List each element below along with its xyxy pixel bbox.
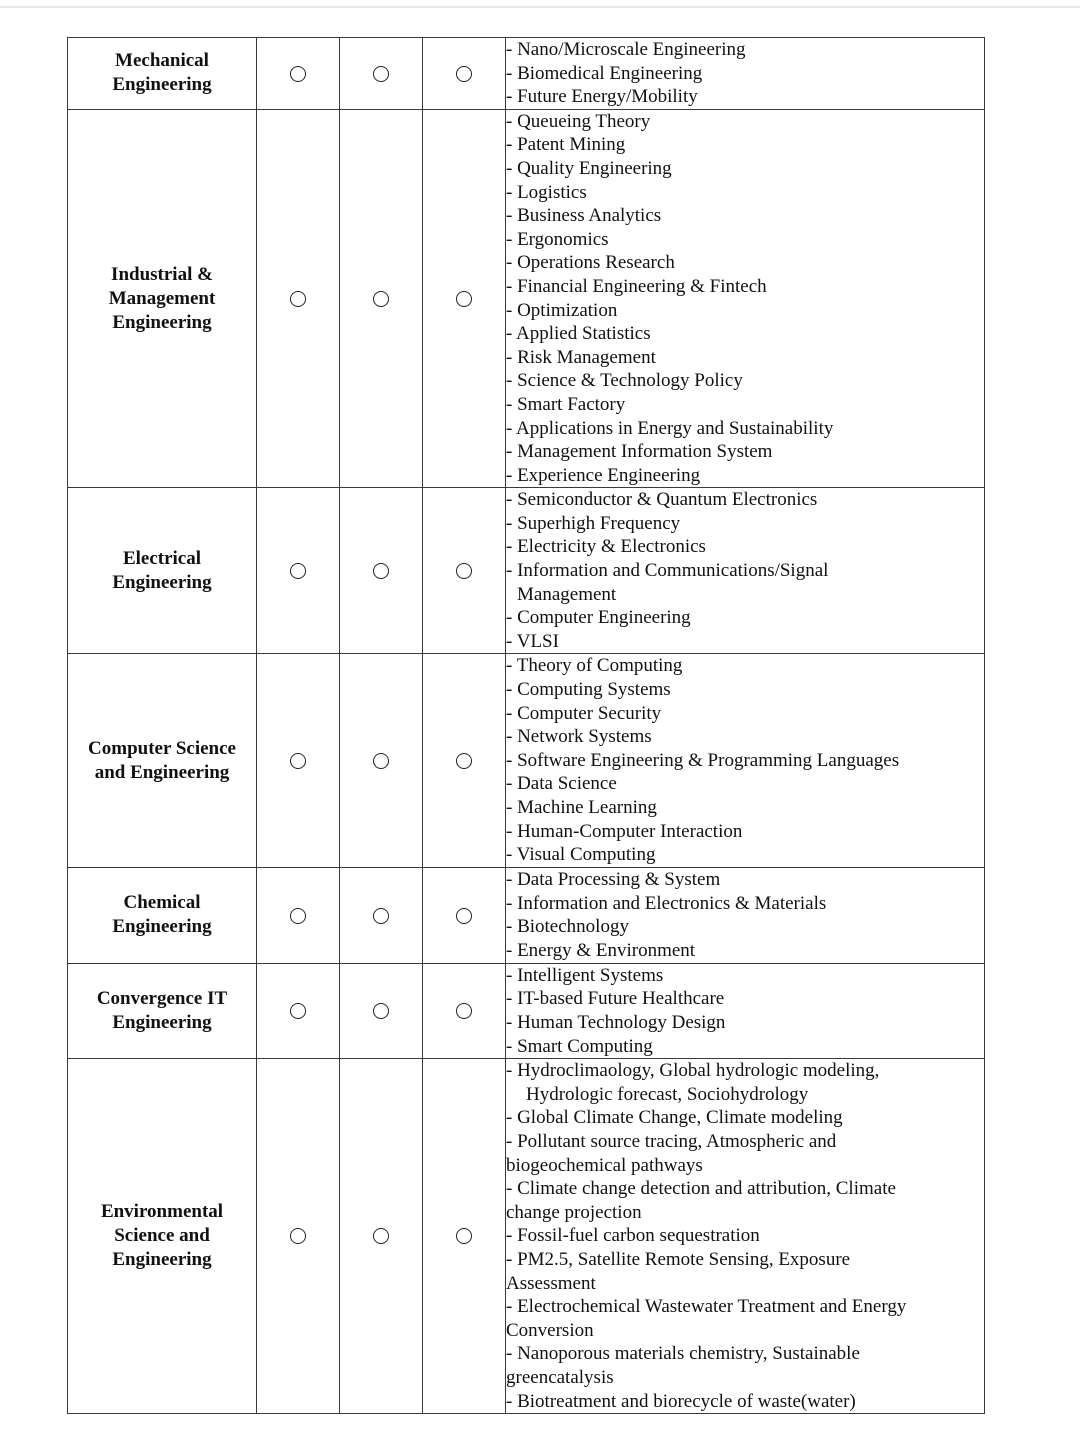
- research-field: greencatalysis: [506, 1366, 614, 1388]
- research-field: - Electrochemical Wastewater Treatment and Energy: [506, 1296, 907, 1318]
- research-field: - Financial Engineering & Fintech: [506, 275, 767, 297]
- mark-cell: [257, 963, 340, 1058]
- research-field: - Logistics: [506, 181, 587, 203]
- department-name: Engineering: [112, 571, 212, 593]
- research-field: - Management Information System: [506, 441, 773, 463]
- department-name: Engineering: [112, 916, 212, 938]
- circle-mark-icon: [373, 753, 389, 769]
- table-row: [68, 963, 985, 1058]
- research-field: Hydrologic forecast, Sociohydrology: [526, 1083, 809, 1105]
- research-field: change projection: [506, 1201, 642, 1223]
- research-field: - Computing Systems: [506, 679, 671, 701]
- research-field: - Electricity & Electronics: [506, 536, 706, 558]
- department-name: Industrial &: [111, 263, 213, 285]
- research-field: biogeochemical pathways: [506, 1154, 703, 1176]
- research-field: - Nano/Microscale Engineering: [506, 39, 746, 60]
- circle-mark-icon: [456, 753, 472, 769]
- circle-mark-icon: [290, 291, 306, 307]
- mark-cell: [257, 654, 340, 867]
- mark-cell: [423, 1059, 506, 1414]
- mark-cell: [340, 654, 423, 867]
- department-cell: [68, 1059, 257, 1414]
- research-field: - Machine Learning: [506, 797, 657, 818]
- research-field: - Queueing Theory: [506, 110, 651, 132]
- research-field: - Information and Communications/Signal: [506, 560, 829, 582]
- research-field: - Theory of Computing: [506, 655, 683, 677]
- circle-mark-icon: [456, 563, 472, 579]
- research-fields-cell: [506, 488, 985, 654]
- department-name: Environmental: [100, 1201, 224, 1223]
- research-field: - Data Science: [506, 773, 617, 795]
- department-cell: [68, 109, 257, 488]
- department-name: Science and: [114, 1225, 210, 1247]
- research-field: - Superhigh Frequency: [506, 512, 681, 534]
- research-fields-cell: [506, 109, 985, 488]
- research-field: - Data Processing & System: [506, 869, 721, 891]
- circle-mark-icon: [373, 1003, 389, 1019]
- research-field: - Climate change detection and attribution, Climate: [506, 1178, 896, 1200]
- research-field: - Fossil-fuel carbon sequestration: [506, 1225, 760, 1247]
- department-name: and Engineering: [94, 761, 230, 783]
- research-fields-cell: [506, 867, 985, 963]
- research-field: - Nanoporous materials chemistry, Sustainable: [506, 1343, 860, 1365]
- circle-mark-icon: [373, 908, 389, 924]
- research-field: - Smart Computing: [506, 1035, 653, 1057]
- research-field: - Quality Engineering: [506, 157, 672, 179]
- research-field: - Intelligent Systems: [506, 964, 664, 986]
- research-field: - Ergonomics: [506, 228, 609, 250]
- research-field: - Visual Computing: [506, 844, 656, 866]
- circle-mark-icon: [290, 1003, 306, 1019]
- table-row: [68, 488, 985, 654]
- research-field: - Science & Technology Policy: [506, 370, 743, 392]
- mark-cell: [257, 38, 340, 110]
- circle-mark-icon: [456, 66, 472, 82]
- circle-mark-icon: [373, 66, 389, 82]
- research-field: - Applications in Energy and Sustainability: [506, 417, 834, 439]
- table-row: [68, 109, 985, 488]
- research-field: - Computer Security: [506, 702, 662, 724]
- research-field: - Smart Factory: [506, 393, 626, 415]
- research-field: - Biotreatment and biorecycle of waste(water): [506, 1390, 856, 1412]
- research-field: - IT-based Future Healthcare: [506, 988, 725, 1010]
- circle-mark-icon: [373, 1228, 389, 1244]
- mark-cell: [340, 109, 423, 488]
- mark-cell: [340, 867, 423, 963]
- mark-cell: [423, 38, 506, 110]
- research-fields-cell: [506, 963, 985, 1058]
- research-field: - PM2.5, Satellite Remote Sensing, Exposure: [506, 1248, 851, 1270]
- department-name: Engineering: [112, 1249, 212, 1271]
- circle-mark-icon: [290, 908, 306, 924]
- department-name: Management: [108, 287, 216, 309]
- research-field: - Future Energy/Mobility: [506, 86, 698, 108]
- department-cell: [68, 867, 257, 963]
- mark-cell: [423, 109, 506, 488]
- mark-cell: [257, 867, 340, 963]
- research-field: - Global Climate Change, Climate modeling: [506, 1107, 843, 1129]
- department-name: Electrical: [122, 547, 202, 569]
- research-field: - Experience Engineering: [506, 464, 701, 486]
- research-field: - Semiconductor & Quantum Electronics: [506, 489, 818, 511]
- table-row: [68, 867, 985, 963]
- mark-cell: [340, 38, 423, 110]
- research-fields-cell: [506, 654, 985, 867]
- department-name: Mechanical: [115, 50, 209, 72]
- research-field: - Information and Electronics & Materials: [506, 892, 827, 914]
- research-field: - Hydroclimaology, Global hydrologic modeling,: [506, 1060, 880, 1082]
- mark-cell: [257, 1059, 340, 1414]
- research-fields-cell: [506, 1059, 985, 1414]
- research-field: - Applied Statistics: [506, 323, 651, 345]
- department-cell: [68, 488, 257, 654]
- research-field: - Energy & Environment: [506, 939, 696, 961]
- circle-mark-icon: [290, 66, 306, 82]
- research-field: - Human-Computer Interaction: [506, 820, 743, 842]
- department-name: Engineering: [112, 1011, 212, 1033]
- research-field: - Software Engineering & Programming Languages: [506, 749, 900, 771]
- mark-cell: [340, 1059, 423, 1414]
- top-divider: [0, 6, 1080, 8]
- mark-cell: [423, 654, 506, 867]
- circle-mark-icon: [373, 563, 389, 579]
- mark-cell: [257, 488, 340, 654]
- circle-mark-icon: [456, 291, 472, 307]
- circle-mark-icon: [290, 1228, 306, 1244]
- research-fields-cell: [506, 38, 985, 110]
- table-row: [68, 654, 985, 867]
- mark-cell: [257, 109, 340, 488]
- research-field: Management: [517, 583, 617, 605]
- department-name: Engineering: [112, 311, 212, 333]
- programs-table: [67, 37, 985, 1414]
- circle-mark-icon: [456, 1003, 472, 1019]
- mark-cell: [423, 963, 506, 1058]
- department-name: Chemical: [123, 892, 201, 914]
- research-field: - Optimization: [506, 299, 618, 321]
- department-cell: [68, 963, 257, 1058]
- research-field: Conversion: [506, 1319, 594, 1341]
- department-name: Convergence IT: [96, 987, 228, 1009]
- circle-mark-icon: [456, 1228, 472, 1244]
- research-field: - Operations Research: [506, 252, 675, 274]
- mark-cell: [340, 963, 423, 1058]
- mark-cell: [340, 488, 423, 654]
- department-name: Engineering: [112, 74, 212, 96]
- table-row: [68, 38, 985, 110]
- department-cell: [68, 654, 257, 867]
- research-field: - Biomedical Engineering: [506, 62, 703, 84]
- circle-mark-icon: [456, 908, 472, 924]
- mark-cell: [423, 488, 506, 654]
- department-name: Computer Science: [88, 737, 236, 759]
- circle-mark-icon: [373, 291, 389, 307]
- research-field: - VLSI: [506, 630, 559, 652]
- department-cell: [68, 38, 257, 110]
- research-field: - Risk Management: [506, 346, 656, 368]
- research-field: - Pollutant source tracing, Atmospheric and: [506, 1130, 837, 1152]
- research-field: - Business Analytics: [506, 205, 662, 227]
- mark-cell: [423, 867, 506, 963]
- research-field: - Human Technology Design: [506, 1011, 726, 1033]
- circle-mark-icon: [290, 563, 306, 579]
- research-field: - Patent Mining: [506, 134, 626, 156]
- table-row: [68, 1059, 985, 1414]
- research-field: Assessment: [506, 1272, 596, 1294]
- research-field: - Computer Engineering: [506, 607, 691, 629]
- circle-mark-icon: [290, 753, 306, 769]
- research-field: - Biotechnology: [506, 916, 629, 938]
- research-field: - Network Systems: [506, 726, 652, 748]
